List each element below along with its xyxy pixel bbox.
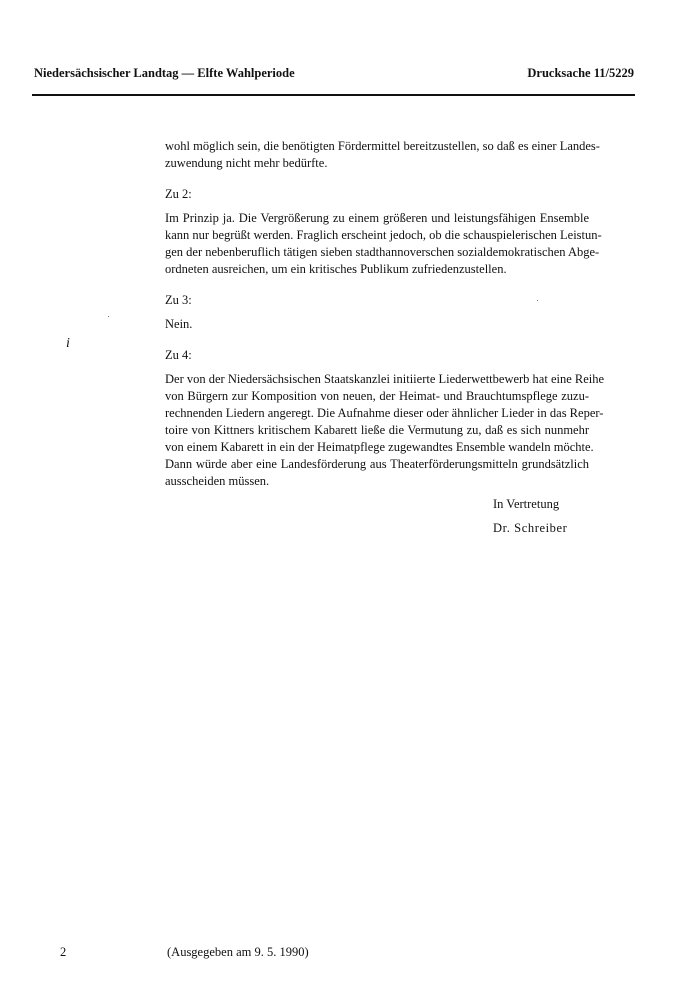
text-line: ordneten ausreichen, um ein kritisches Publikum zufriedenzustellen. xyxy=(165,262,507,276)
issue-date: (Ausgegeben am 9. 5. 1990) xyxy=(167,945,309,959)
header-parliament-title: Niedersächsischer Landtag — Elfte Wahlperiode xyxy=(34,66,295,80)
scan-speck xyxy=(537,300,538,301)
paragraph-zu-3: Nein. xyxy=(165,317,193,331)
scan-speck xyxy=(108,316,109,317)
text-line: rechnenden Liedern angeregt. Die Aufnahme dieser oder ähnlicher Lieder in das Reper- xyxy=(165,406,604,420)
section-label-zu-2: Zu 2: xyxy=(165,187,192,201)
text-line: wohl möglich sein, die benötigten Fördermittel bereitzustellen, so daß es einer Landes- xyxy=(165,139,600,153)
paragraph-zu-4 xyxy=(165,371,605,490)
paragraph-1 xyxy=(165,138,600,172)
text-line: ausscheiden müssen. xyxy=(165,474,270,488)
text-line: Dann würde aber eine Landesförderung aus Theaterförderungsmitteln grundsätzlich xyxy=(165,457,589,471)
header-rule xyxy=(32,94,635,96)
text-line: Im Prinzip ja. Die Vergrößerung zu einem größeren und leistungsfähigen Ensemble xyxy=(165,211,589,225)
page-number: 2 xyxy=(60,945,67,959)
paragraph-zu-2 xyxy=(165,210,602,278)
text-line: von einem Kabarett in ein der Heimatpflege zugewandtes Ensemble wandeln möchte. xyxy=(165,440,594,454)
section-label-zu-3: Zu 3: xyxy=(165,293,192,307)
header-document-number: Drucksache 11/5229 xyxy=(527,66,634,80)
text-line: Der von der Niedersächsischen Staatskanzlei initiierte Liederwettbewerb hat eine Reihe xyxy=(165,372,605,386)
signature-role: In Vertretung xyxy=(493,497,560,511)
section-label-zu-4: Zu 4: xyxy=(165,348,192,362)
text-line: kann nur begrüßt werden. Fraglich erscheint jedoch, ob die schauspielerischen Leistun- xyxy=(165,228,602,242)
signature-name: Dr. Schreiber xyxy=(493,521,568,535)
text-line: zuwendung nicht mehr bedürfte. xyxy=(165,156,328,170)
margin-mark: i xyxy=(66,336,70,351)
document-body xyxy=(165,138,605,504)
text-line: von Bürgern zur Komposition von neuen, der Heimat- und Brauchtumspflege zuzu- xyxy=(165,389,589,403)
text-line: gen der nebenberuflich tätigen sieben stadthannoverschen sozialdemokratischen Abge- xyxy=(165,245,600,259)
text-line: toire von Kittners kritischem Kabarett ließe die Vermutung zu, daß es sich nunmehr xyxy=(165,423,589,437)
